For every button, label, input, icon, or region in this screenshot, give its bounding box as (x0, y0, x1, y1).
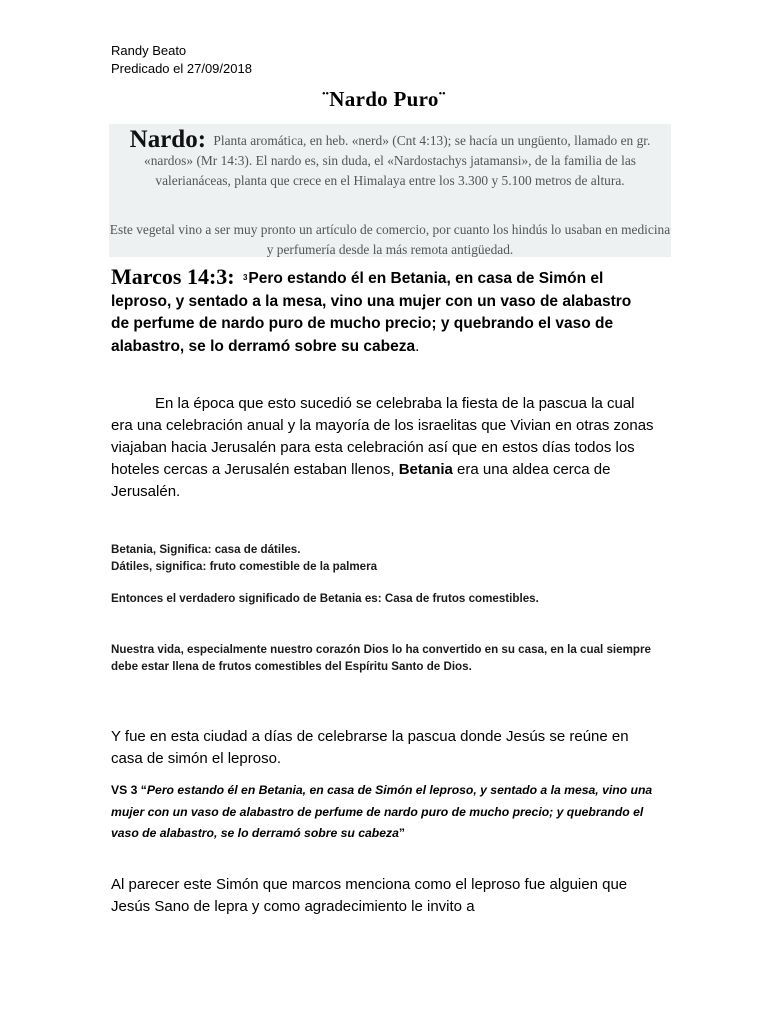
sermon-title: ¨Nardo Puro¨ (322, 87, 446, 111)
meaning-true-betania: Entonces el verdadero significado de Betania es: Casa de frutos comestibles. (111, 592, 539, 605)
meaning-datiles: Dátiles, significa: fruto comestible de la palmera (111, 560, 378, 573)
definition-box (109, 124, 671, 257)
paragraph-simon: Al parecer este Simón que marcos menciona como el leproso fue alguien que Jesús Sano de lepra y como agradecimiento le invito a (111, 876, 628, 915)
verse-number: 3 (242, 273, 248, 282)
paragraph-pascua-end: era una aldea cerca de Jerusalén. (111, 461, 611, 500)
meaning-betania: Betania, Significa: casa de dátiles. (111, 543, 301, 556)
meaning-block-1 (111, 541, 651, 575)
verse-quote-label: VS 3 “ (111, 783, 147, 797)
preached-date: Predicado el 27/09/2018 (111, 61, 252, 76)
verse-quote-text: Pero estando él en Betania, en casa de Simón el leproso, y sentado a la mesa, vino una mujer con un vaso de alabastro de perfume de nardo puro de mucho precio; y quebrando el vaso de alabastro, se lo derramó sobre su cabeza (111, 783, 653, 840)
paragraph-pascua-text: En la época que esto sucedió se celebraba la fiesta de la pascua la cual era una celebración anual y la mayoría de los israelitas que Vivian en otras zonas viajaban hacia Jerusalén para esta celebración así que en estos días todos los hoteles cercas a Jerusalén estaban llenos, (111, 395, 654, 478)
paragraph-pascua (111, 393, 656, 503)
definition-paragraph-1 (109, 126, 671, 191)
scripture-passage (111, 266, 651, 358)
definition-text-1: Planta aromática, en heb. «nerd» (Cnt 4:13); se hacía un ungüento, llamado en gr. «nardos» (Mr 14:3). El nardo es, sin duda, el «Nardostachys jatamansi», de la familia de las valerianáceas, planta que crece en el Himalaya entre los 3.300 y 5.100 metros de altura. (144, 133, 651, 188)
paragraph-pascua-bold: Betania (398, 461, 453, 478)
scripture-text: Pero estando él en Betania, en casa de Simón el leproso, y sentado a la mesa, vino una mujer con un vaso de alabastro de perfume de nardo puro de mucho precio; y quebrando el vaso de alabastro, se lo derramó sobre su cabeza (111, 270, 632, 355)
paragraph-city: Y fue en esta ciudad a días de celebrarse la pascua donde Jesús se reúne en casa de simón el leproso. (111, 728, 629, 767)
scripture-reference: Marcos 14:3: (111, 264, 235, 289)
author-name: Randy Beato (111, 43, 187, 58)
verse-quote (111, 780, 656, 845)
definition-term: Nardo: (129, 126, 207, 153)
header-meta (111, 42, 252, 78)
scripture-end: . (415, 337, 420, 355)
verse-quote-close: ” (398, 826, 405, 840)
meaning-our-life: Nuestra vida, especialmente nuestro corazón Dios lo ha convertido en su casa, en la cual siempre debe estar llena de frutos comestibles del Espíritu Santo de Dios. (111, 643, 651, 673)
definition-paragraph-2: Este vegetal vino a ser muy pronto un artículo de comercio, por cuanto los hindús lo usaban en medicina y perfumería desde la más remota antigüedad. (109, 222, 671, 257)
